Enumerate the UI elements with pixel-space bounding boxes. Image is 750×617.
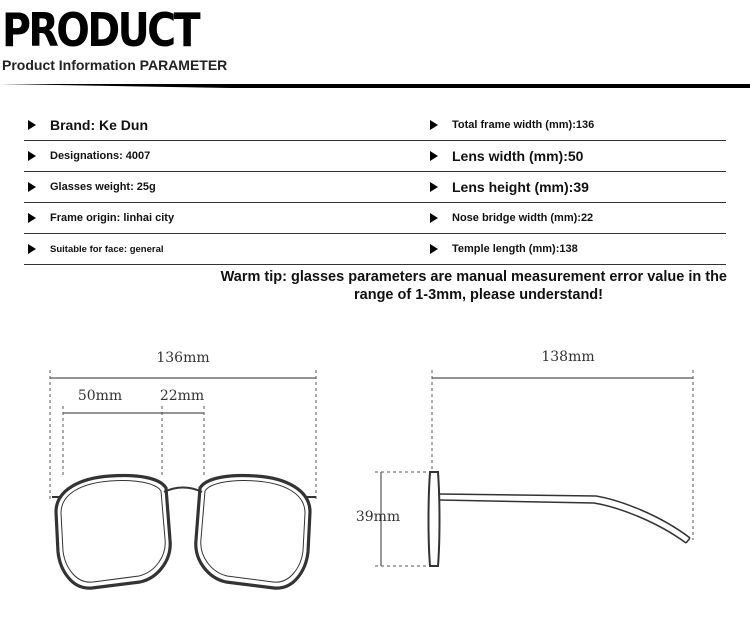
param-label: Temple length (mm):138 bbox=[452, 243, 578, 255]
warm-tip-line-2: range of 1-3mm, please understand! bbox=[354, 287, 603, 303]
temple-length-label: 138mm bbox=[541, 349, 595, 365]
front-lens-width-dimension bbox=[63, 406, 162, 476]
param-label: Lens width (mm):50 bbox=[452, 148, 584, 164]
param-label: Frame origin: linhai city bbox=[50, 212, 175, 224]
param-label: Lens height (mm):39 bbox=[452, 179, 589, 195]
lens-width-label: 50mm bbox=[77, 388, 123, 404]
param-label: Glasses weight: 25g bbox=[50, 181, 156, 193]
warm-tip-line-1: Warm tip: glasses parameters are manual measurement error value in the bbox=[220, 269, 727, 285]
param-label: Brand: Ke Dun bbox=[50, 117, 148, 133]
glasses-side-view bbox=[429, 472, 691, 566]
front-bridge-width-dimension bbox=[162, 406, 204, 476]
page-subtitle: Product Information PARAMETER bbox=[2, 57, 228, 73]
total-width-label: 136mm bbox=[156, 350, 210, 366]
param-label: Nose bridge width (mm):22 bbox=[452, 212, 594, 224]
lens-height-label: 39mm bbox=[355, 509, 401, 525]
param-label: Designations: 4007 bbox=[50, 150, 151, 162]
glasses-front-view bbox=[52, 476, 316, 589]
param-label: Total frame width (mm):136 bbox=[452, 119, 595, 131]
bridge-width-label: 22mm bbox=[159, 388, 205, 404]
side-temple-length-dimension bbox=[432, 370, 693, 540]
page-title: PRODUCT bbox=[2, 3, 199, 57]
param-label: Suitable for face: general bbox=[50, 243, 164, 255]
